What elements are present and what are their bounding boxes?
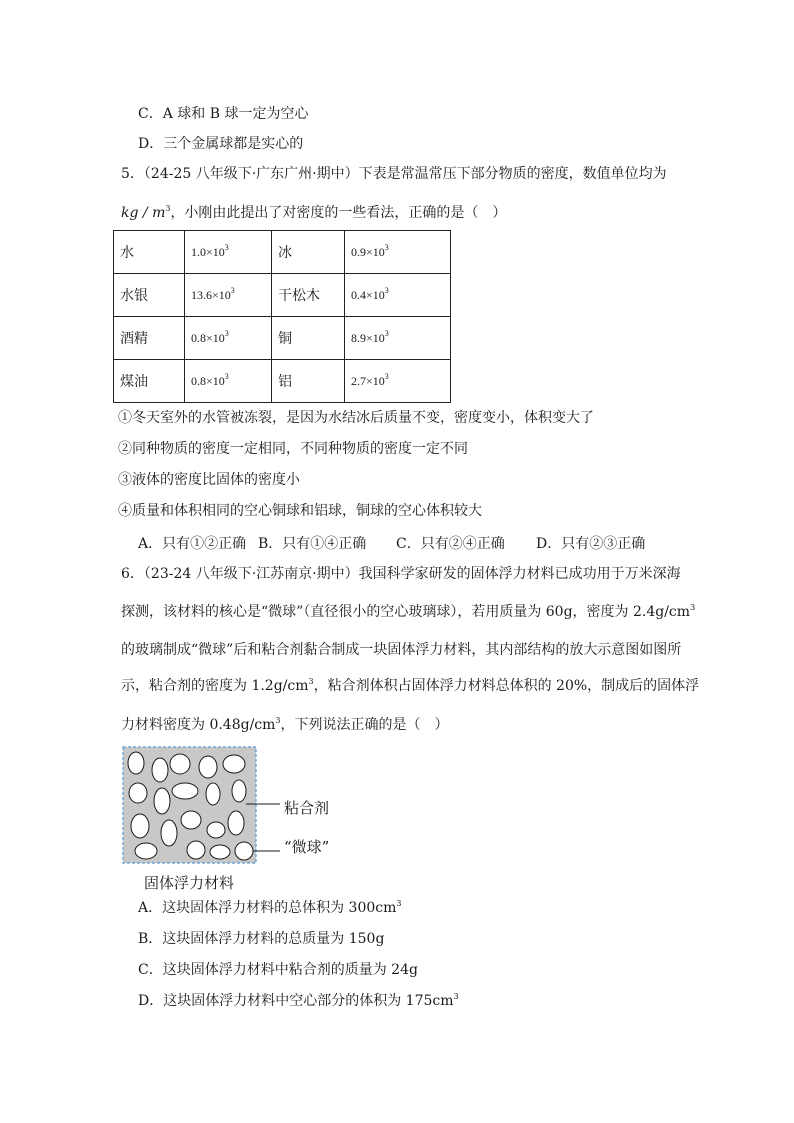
microsphere	[152, 758, 168, 782]
q5-unit-exp: 3	[165, 204, 171, 213]
microsphere	[210, 845, 230, 859]
microsphere	[235, 842, 253, 860]
table-row	[114, 317, 451, 360]
q6-option-d: D．这块固体浮力材料中空心部分的体积为 $175cm^3$	[138, 992, 459, 1009]
substance-name: 水	[114, 231, 185, 274]
microsphere	[135, 843, 157, 859]
figure-caption: 固体浮力材料	[144, 874, 235, 892]
density-value: $0.4\times 10^3$	[345, 274, 451, 317]
density-value: $8.9\times 10^3$	[345, 317, 451, 360]
density-table	[113, 230, 451, 403]
density-value: $13.6\times 10^3$	[185, 274, 272, 317]
microsphere	[154, 788, 170, 814]
q5-choice-a: A．只有①②正确	[138, 536, 247, 552]
q5-statement-3: ③液体的密度比固体的密度小	[118, 472, 300, 488]
microsphere	[172, 783, 198, 799]
q5-unit: kg / m	[121, 205, 166, 221]
table-row	[114, 231, 451, 274]
q4-option-c: C．A 球和 B 球一定为空心	[138, 106, 309, 122]
table-row	[114, 360, 451, 403]
density-value: $0.8\times 10^3$	[185, 360, 272, 403]
microsphere	[170, 754, 190, 774]
substance-name: 铜	[272, 317, 345, 360]
q5-stem-line2	[121, 203, 506, 223]
microsphere	[232, 780, 246, 802]
q6-option-c: C．这块固体浮力材料中粘合剂的质量为 24g	[138, 962, 418, 978]
microsphere	[207, 822, 225, 838]
q5-statement-4: ④质量和体积相同的空心铜球和铝球，铜球的空心体积较大	[118, 503, 482, 519]
q6-option-a: A．这块固体浮力材料的总体积为 $300cm^3$	[138, 899, 402, 916]
q5-stem-line1: 5．（24-25 八年级下·广东广州·期中）下表是常温常压下部分物质的密度，数值单位均为	[121, 166, 667, 182]
q6-stem-line3: 的玻璃制成“微球”后和粘合剂黏合制成一块固体浮力材料，其内部结构的放大示意图如图所	[121, 642, 682, 658]
substance-name: 干松木	[272, 274, 345, 317]
microsphere	[181, 811, 201, 829]
buoyancy-material-figure	[122, 746, 362, 892]
q6-stem-line5: 力材料密度为 $0.48g/cm^3$，下列说法正确的是（ ）	[121, 716, 449, 733]
density-value: $2.7\times 10^3$	[345, 360, 451, 403]
substance-name: 铝	[272, 360, 345, 403]
binder-label: 粘合剂	[284, 799, 330, 817]
microsphere	[223, 755, 245, 773]
microsphere	[228, 811, 244, 835]
table-row	[114, 274, 451, 317]
q5-choice-b: B．只有①④正确	[258, 536, 367, 552]
microsphere	[129, 783, 147, 803]
density-value: $1.0\times 10^3$	[185, 231, 272, 274]
substance-name: 水银	[114, 274, 185, 317]
substance-name: 冰	[272, 231, 345, 274]
microsphere	[128, 752, 144, 774]
q6-option-b: B．这块固体浮力材料的总质量为 150g	[138, 931, 385, 947]
substance-name: 煤油	[114, 360, 185, 403]
substance-name: 酒精	[114, 317, 185, 360]
q5-choice-c: C．只有②④正确	[396, 536, 505, 552]
microsphere-label: “微球”	[284, 838, 330, 856]
q4-option-d: D．三个金属球都是实心的	[138, 136, 304, 152]
q5-stem-rest: ，小刚由此提出了对密度的一些看法，正确的是（ ）	[170, 205, 507, 221]
q5-statement-2: ②同种物质的密度一定相同，不同种物质的密度一定不同	[118, 441, 468, 457]
q6-stem-line2: 探测，该材料的核心是“微球”（直径很小的空心玻璃球），若用质量为 60g，密度为 $2.4g/cm^3$	[121, 603, 696, 620]
microsphere	[199, 756, 217, 778]
density-value: $0.8\times 10^3$	[185, 317, 272, 360]
q6-stem-line1: 6．（23-24 八年级下·江苏南京·期中）我国科学家研发的固体浮力材料已成功用于万米深海	[121, 566, 681, 582]
microsphere	[131, 814, 149, 838]
q5-choice-d: D．只有②③正确	[536, 536, 646, 552]
microsphere	[161, 820, 177, 846]
q5-statement-1: ①冬天室外的水管被冻裂，是因为水结冰后质量不变，密度变小，体积变大了	[118, 410, 594, 426]
q6-stem-line4: 示，粘合剂的密度为 $1.2g/cm^3$，粘合剂体积占固体浮力材料总体积的 20%，制成后的固体浮	[121, 677, 700, 694]
density-value: $0.9\times 10^3$	[345, 231, 451, 274]
microsphere	[187, 841, 205, 859]
microsphere	[206, 783, 220, 805]
